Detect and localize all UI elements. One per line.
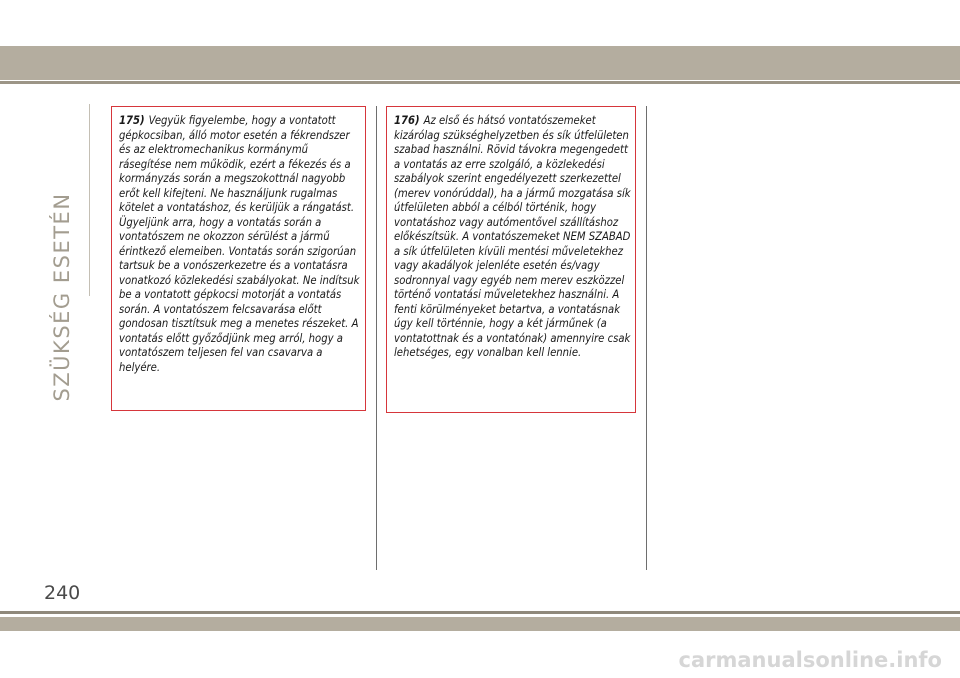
watermark: carmanualsonline.info [678,648,942,672]
column-divider [376,106,377,570]
warning-note-175 [111,106,366,411]
note-number: 175) [119,114,145,127]
warning-note-176 [386,106,636,413]
page-number: 240 [44,582,81,604]
footer-band [0,617,960,631]
note-number: 176) [394,114,420,127]
header-rule [0,81,960,84]
column-divider [646,106,647,570]
footer-rule [0,611,960,614]
section-title-rule [89,104,90,296]
section-title-text: SZÜKSÉG ESETÉN [50,192,74,402]
header-band [0,46,960,80]
note-text: Az első és hátsó vontatószemeket kizárólag szükséghelyzetben és sík útfelületen szabad használni. Rövid távokra megengedett a vontatás az erre szolgáló, a közlekedési szabályok szerint engedélyezett szerkezettel (merev vonórúddal), ha a jármű mozgatása sík útfelületen abból a célból történik, hogy vontatáshoz vagy autómentővel szállításhoz előkészítsük. A vontatószemeket NEM SZABAD a sík útfelületen kívüli mentési műveletekhez vagy akadályok jelenléte esetén és/vagy sodronnyal vagy egyéb nem merev eszközzel történő vontatási műveletekhez használni. A fenti körülményeket betartva, a vontatásnak úgy kell történnie, hogy a két járműnek (a vontatottnak és a vontatónak) amennyire csak lehetséges, egy vonalban kell lennie. [394,114,631,359]
note-text: Vegyük figyelembe, hogy a vontatott gépkocsiban, álló motor esetén a fékrendszer és az elektromechanikus kormánymű rásegítése nem működik, ezért a fékezés és a kormányzás során a megszokottnál nagyobb erőt kell kifejteni. Ne használjunk rugalmas kötelet a vontatáshoz, és kerüljük a rángatást. Ügyeljünk arra, hogy a vontatás során a vontatószem ne okozzon sérülést a jármű érintkező elemeiben. Vontatás során szigorúan tartsuk be a vonószerkezetre és a vontatásra vonatkozó közlekedési szabályokat. Ne indítsuk be a vontatott gépkocsi motorját a vontatás során. A vontatószem felcsavarása előtt gondosan tisztítsuk meg a menetes részeket. A vontatás előtt győződjünk meg arról, hogy a vontatószem teljesen fel van csavarva a helyére. [119,114,360,374]
